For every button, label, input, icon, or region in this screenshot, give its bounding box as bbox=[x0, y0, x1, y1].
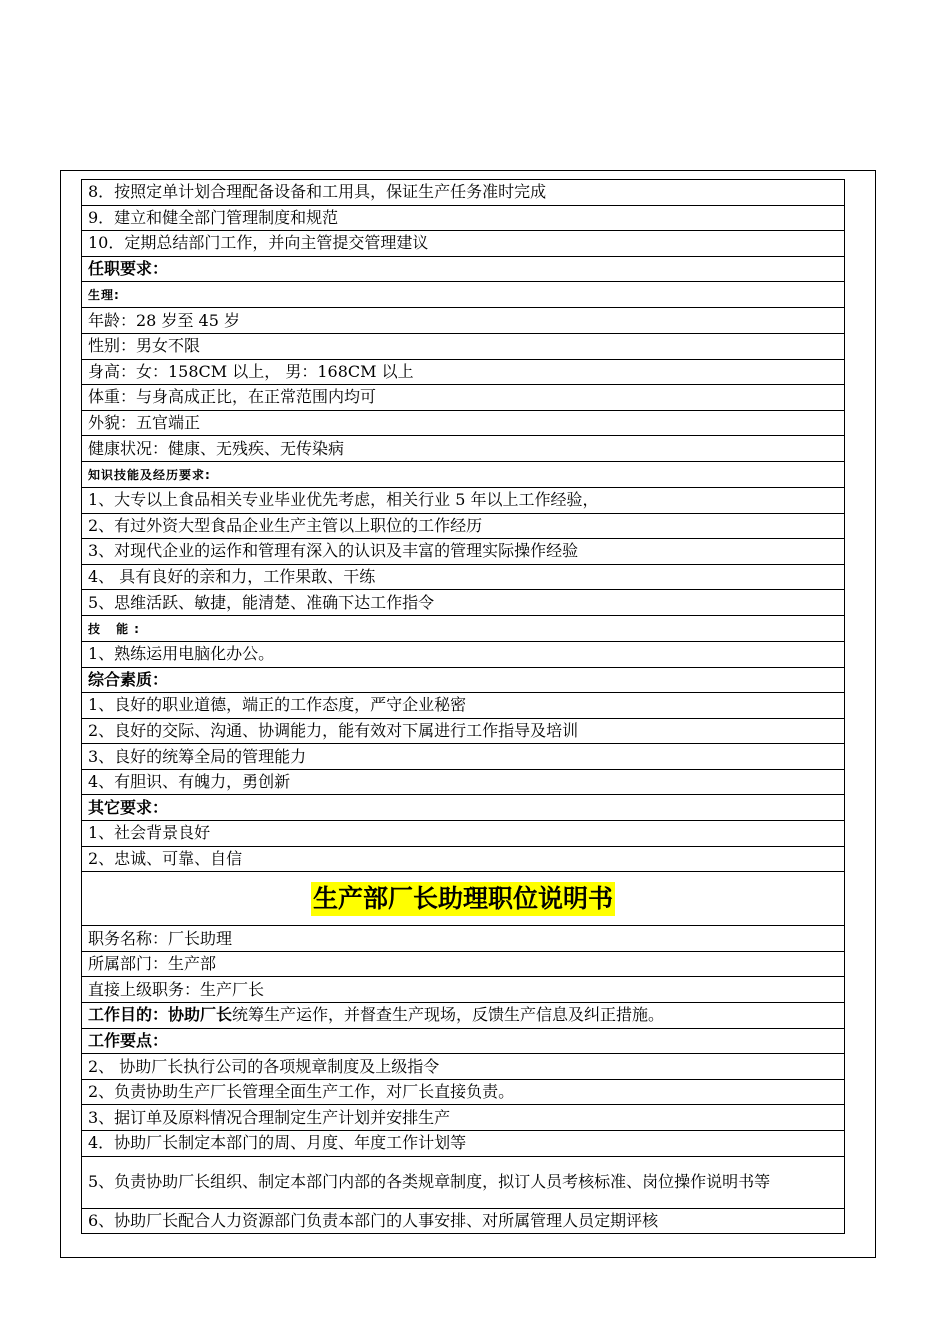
table-row bbox=[82, 977, 845, 1003]
table-cell bbox=[82, 590, 845, 616]
row-text: 性别：男女不限 bbox=[88, 336, 201, 356]
row-text: 1、社会背景良好 bbox=[88, 823, 211, 843]
table-cell bbox=[82, 539, 845, 565]
table-cell bbox=[82, 564, 845, 590]
table-row bbox=[82, 564, 845, 590]
row-text: 5、思维活跃、敏捷，能清楚、准确下达工作指令 bbox=[88, 592, 435, 612]
subsection-row bbox=[82, 615, 845, 641]
table-row bbox=[82, 513, 845, 539]
table-cell bbox=[82, 205, 845, 231]
table-row bbox=[82, 769, 845, 795]
table-cell bbox=[82, 231, 845, 257]
row-text: 1、熟练运用电脑化办公。 bbox=[88, 644, 275, 664]
table-row bbox=[82, 231, 845, 257]
purpose-row bbox=[82, 1003, 845, 1029]
section-heading: 工作要点： bbox=[88, 1030, 169, 1050]
row-text: 健康状况：健康、无残疾、无传染病 bbox=[88, 438, 345, 458]
table-row bbox=[82, 693, 845, 719]
table-cell bbox=[82, 333, 845, 359]
table-cell bbox=[82, 1105, 845, 1131]
table-row bbox=[82, 718, 845, 744]
title-cell bbox=[82, 872, 845, 926]
table-cell bbox=[82, 1156, 845, 1208]
table-cell bbox=[82, 436, 845, 462]
job-description-table bbox=[81, 179, 845, 1234]
table-cell bbox=[82, 1131, 845, 1157]
table-row bbox=[82, 641, 845, 667]
table-cell bbox=[82, 487, 845, 513]
table-cell bbox=[82, 977, 845, 1003]
table-row bbox=[82, 180, 845, 206]
table-cell bbox=[82, 1003, 845, 1029]
table-cell bbox=[82, 846, 845, 872]
table-row bbox=[82, 205, 845, 231]
row-text: 6、协助厂长配合人力资源部门负责本部门的人事安排、对所属管理人员定期评核 bbox=[88, 1210, 659, 1230]
row-text: 体重：与身高成正比，在正常范围内均可 bbox=[88, 387, 377, 407]
table-cell bbox=[82, 1079, 845, 1105]
table-cell bbox=[82, 461, 845, 487]
row-text: 2、 协助厂长执行公司的各项规章制度及上级指令 bbox=[88, 1056, 440, 1076]
section-heading: 任职要求： bbox=[88, 259, 169, 279]
table-cell bbox=[82, 308, 845, 334]
section-header-row bbox=[82, 1028, 845, 1054]
row-text: 所属部门：生产部 bbox=[88, 954, 217, 974]
subsection-row bbox=[82, 461, 845, 487]
row-text: 4、 具有良好的亲和力，工作果敢、干练 bbox=[88, 567, 376, 587]
row-text: 4．协助厂长制定本部门的周、月度、年度工作计划等 bbox=[88, 1133, 467, 1153]
purpose-text: 统筹生产运作，并督查生产现场，反馈生产信息及纠正措施。 bbox=[232, 1005, 665, 1025]
table-cell bbox=[82, 615, 845, 641]
table-cell bbox=[82, 795, 845, 821]
table-cell bbox=[82, 769, 845, 795]
row-text: 3、对现代企业的运作和管理有深入的认识及丰富的管理实际操作经验 bbox=[88, 541, 579, 561]
table-cell bbox=[82, 385, 845, 411]
document-title: 生产部厂长助理职位说明书 bbox=[311, 882, 615, 916]
table-cell bbox=[82, 1208, 845, 1234]
table-cell bbox=[82, 821, 845, 847]
table-row bbox=[82, 1131, 845, 1157]
table-cell bbox=[82, 744, 845, 770]
row-text: 2、负责协助生产厂长管理全面生产工作，对厂长直接负责。 bbox=[88, 1082, 515, 1102]
purpose-label: 工作目的：协助厂长 bbox=[88, 1005, 233, 1025]
title-row bbox=[82, 872, 845, 926]
table-cell bbox=[82, 256, 845, 282]
table-row bbox=[82, 308, 845, 334]
row-text: 2、忠诚、可靠、自信 bbox=[88, 848, 243, 868]
section-heading: 综合素质： bbox=[88, 669, 169, 689]
row-text: 年龄：28 岁至 45 岁 bbox=[88, 310, 240, 330]
table-row bbox=[82, 744, 845, 770]
table-cell bbox=[82, 667, 845, 693]
table-cell bbox=[82, 1028, 845, 1054]
table-cell bbox=[82, 359, 845, 385]
table-row bbox=[82, 821, 845, 847]
table-row bbox=[82, 539, 845, 565]
table-row bbox=[82, 951, 845, 977]
row-text: 外貌：五官端正 bbox=[88, 413, 201, 433]
row-text: 3、良好的统筹全局的管理能力 bbox=[88, 746, 307, 766]
table-cell bbox=[82, 641, 845, 667]
table-row bbox=[82, 1208, 845, 1234]
row-text: 身高：女：158CM 以上， 男：168CM 以上 bbox=[88, 361, 414, 381]
row-text: 8．按照定单计划合理配备设备和工用具，保证生产任务准时完成 bbox=[88, 182, 547, 202]
row-text: 2、有过外资大型食品企业生产主管以上职位的工作经历 bbox=[88, 515, 483, 535]
table-cell bbox=[82, 180, 845, 206]
subsection-row bbox=[82, 282, 845, 308]
subsection-heading: 技 能: bbox=[88, 621, 145, 636]
row-text: 10．定期总结部门工作，并向主管提交管理建议 bbox=[88, 233, 429, 253]
table-row bbox=[82, 333, 845, 359]
section-header-row bbox=[82, 256, 845, 282]
table-cell bbox=[82, 282, 845, 308]
table-cell bbox=[82, 1054, 845, 1080]
table-cell bbox=[82, 951, 845, 977]
table-row bbox=[82, 1156, 845, 1208]
table-cell bbox=[82, 693, 845, 719]
table-cell bbox=[82, 926, 845, 952]
table-row bbox=[82, 1054, 845, 1080]
table-row bbox=[82, 926, 845, 952]
table-row bbox=[82, 359, 845, 385]
row-text: 直接上级职务：生产厂长 bbox=[88, 979, 265, 999]
table-cell bbox=[82, 410, 845, 436]
section-heading: 其它要求： bbox=[88, 797, 169, 817]
table-row bbox=[82, 385, 845, 411]
table-cell bbox=[82, 718, 845, 744]
table-row bbox=[82, 410, 845, 436]
row-text: 2、良好的交际、沟通、协调能力，能有效对下属进行工作指导及培训 bbox=[88, 720, 579, 740]
row-text: 1、大专以上食品相关专业毕业优先考虑，相关行业 5 年以上工作经验， bbox=[88, 490, 599, 510]
row-text: 职务名称：厂长助理 bbox=[88, 928, 233, 948]
table-cell bbox=[82, 513, 845, 539]
table-row bbox=[82, 436, 845, 462]
table-row bbox=[82, 487, 845, 513]
table-row bbox=[82, 590, 845, 616]
table-row bbox=[82, 1105, 845, 1131]
row-text: 1、良好的职业道德，端正的工作态度，严守企业秘密 bbox=[88, 695, 467, 715]
subsection-heading: 生理: bbox=[88, 288, 120, 303]
table-row bbox=[82, 846, 845, 872]
row-text: 3、据订单及原料情况合理制定生产计划并安排生产 bbox=[88, 1107, 451, 1127]
subsection-heading: 知识技能及经历要求: bbox=[88, 467, 211, 482]
row-text: 5、负责协助厂长组织、制定本部门内部的各类规章制度，拟订人员考核标准、岗位操作说明书等 bbox=[88, 1172, 771, 1192]
row-text: 9．建立和健全部门管理制度和规范 bbox=[88, 207, 339, 227]
table-row bbox=[82, 1079, 845, 1105]
row-text: 4、有胆识、有魄力，勇创新 bbox=[88, 772, 291, 792]
section-header-row bbox=[82, 667, 845, 693]
section-header-row bbox=[82, 795, 845, 821]
